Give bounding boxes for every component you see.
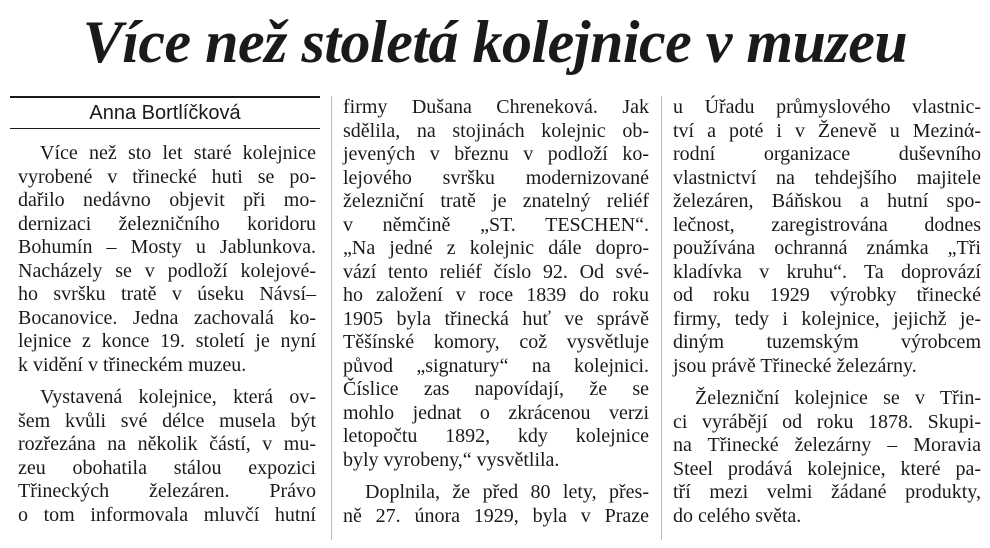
article-line: železniční tratě je znatelný reliéf <box>343 190 649 212</box>
article-line: jevených v březnu v podloží ko- <box>343 143 649 165</box>
article-line: zeu obohatila stálou expozici <box>18 456 316 479</box>
article-line: do celého světa. <box>673 504 802 527</box>
article-line: 1905 byla třinecká huť ve správě <box>343 307 649 330</box>
article-headline: Více než stoletá kolejnice v muzeu <box>82 9 908 75</box>
article-line: „Na jedné z kolejnic dále dopro- <box>343 237 649 259</box>
article-line: firmy Dušana Chreneková. Jak <box>343 96 649 118</box>
article-paragraph <box>343 481 649 528</box>
article-line: lejnice z konce 19. století je nyní <box>18 330 316 352</box>
article-line: původ „signatury“ na kolejnici. <box>343 354 649 377</box>
article-line: Bocanovice. Jedna zachovalá ko- <box>18 306 316 329</box>
article-line: používána ochranná známka „Tři <box>673 237 981 259</box>
article-column-2 <box>343 96 649 528</box>
article-line: tví a poté i v Ženevě u Mezinά- <box>673 119 981 142</box>
article-line: Číslice zas napovídají, že se <box>343 378 649 400</box>
article-line: lejového svršku modernizované <box>343 166 649 189</box>
article-line: Více než sto let staré kolejnice <box>40 142 316 164</box>
article-paragraph <box>673 387 981 528</box>
article-line: o tom informovala mluvčí hutní <box>18 503 316 526</box>
article-line: v němčině „ST. TESCHEN“. <box>343 213 649 236</box>
article-line: sdělila, na stojinách kolejnic ob- <box>343 119 649 142</box>
article-line: mohlo jednat o zkrácenou verzi <box>343 401 649 424</box>
article-line: diným tuzemským výrobcem <box>673 331 981 353</box>
article-column-1 <box>18 142 316 527</box>
byline-bottom-rule <box>10 128 320 129</box>
article-line: tří mezi velmi žádané produkty, <box>673 481 981 503</box>
article-line: lečnost, zaregistrována dodnes <box>673 213 981 236</box>
article-line: Těšínské komory, což vysvětluje <box>343 331 649 353</box>
article-paragraph <box>673 96 981 378</box>
byline-top-rule <box>10 96 320 98</box>
article-line: ho založení v roce 1839 do roku <box>343 284 649 306</box>
article-line: na Třinecké železárny – Moravia <box>673 434 981 456</box>
article-line: vlastnictví na tehdejšího majitele <box>673 166 981 189</box>
article-line: železáren, Báňskou a hutní spo- <box>673 190 981 212</box>
article-line: Nacházely se v podloží kolejové- <box>18 259 316 282</box>
article-line: letopočtu 1892, kdy kolejnice <box>343 425 649 447</box>
article-column-3 <box>673 96 981 528</box>
article-line: dařilo nedávno objevit při mo- <box>18 189 316 211</box>
article-line: od roku 1929 výrobky třinecké <box>673 284 981 306</box>
article-line: dernizaci železničního koridoru <box>18 212 316 235</box>
article-paragraph <box>343 96 649 472</box>
article-line: Železniční kolejnice se v Třin- <box>695 387 981 409</box>
article-line: rodní organizace duševního <box>673 143 981 165</box>
article-paragraph <box>18 386 316 527</box>
article-line: byly vyrobeny,“ vysvětlila. <box>343 448 560 471</box>
article-line: firmy, tedy i kolejnice, jejichž je- <box>673 307 981 330</box>
article-line: ho svršku tratě v úseku Návsí– <box>18 283 316 305</box>
column-divider <box>331 96 332 540</box>
article-line: Bohumín – Mosty u Jablunkova. <box>18 236 316 258</box>
article-line: ně 27. února 1929, byla v Praze <box>343 504 649 527</box>
article-line: Vystavená kolejnice, která ov- <box>40 386 316 408</box>
article-line: u Úřadu průmyslového vlastnic- <box>673 96 981 118</box>
article-line: Třineckých železáren. Právo <box>18 480 316 502</box>
article-line: šem kvůli své délce musela být <box>18 409 316 432</box>
article-line: k vidění v třineckém muzeu. <box>18 353 247 376</box>
article-paragraph <box>18 142 316 377</box>
article-line: jsou právě Třinecké železárny. <box>673 354 917 377</box>
article-line: Doplnila, že před 80 lety, přes- <box>365 481 649 503</box>
article-line: rozřezána na několik částí, v mu- <box>18 433 316 455</box>
article-line: vyrobené v třinecké huti se po- <box>18 165 316 188</box>
article-line: vází tento reliéf číslo 92. Od své- <box>343 260 649 283</box>
article-author: Anna Bortlíčková <box>89 102 241 124</box>
article-line: kladívka v kruhu“. Ta doprovází <box>673 260 981 283</box>
article-line: ci vyrábějí od roku 1878. Skupi- <box>673 410 981 433</box>
article-line: Steel prodává kolejnice, které pa- <box>673 457 981 480</box>
column-divider <box>661 96 662 540</box>
